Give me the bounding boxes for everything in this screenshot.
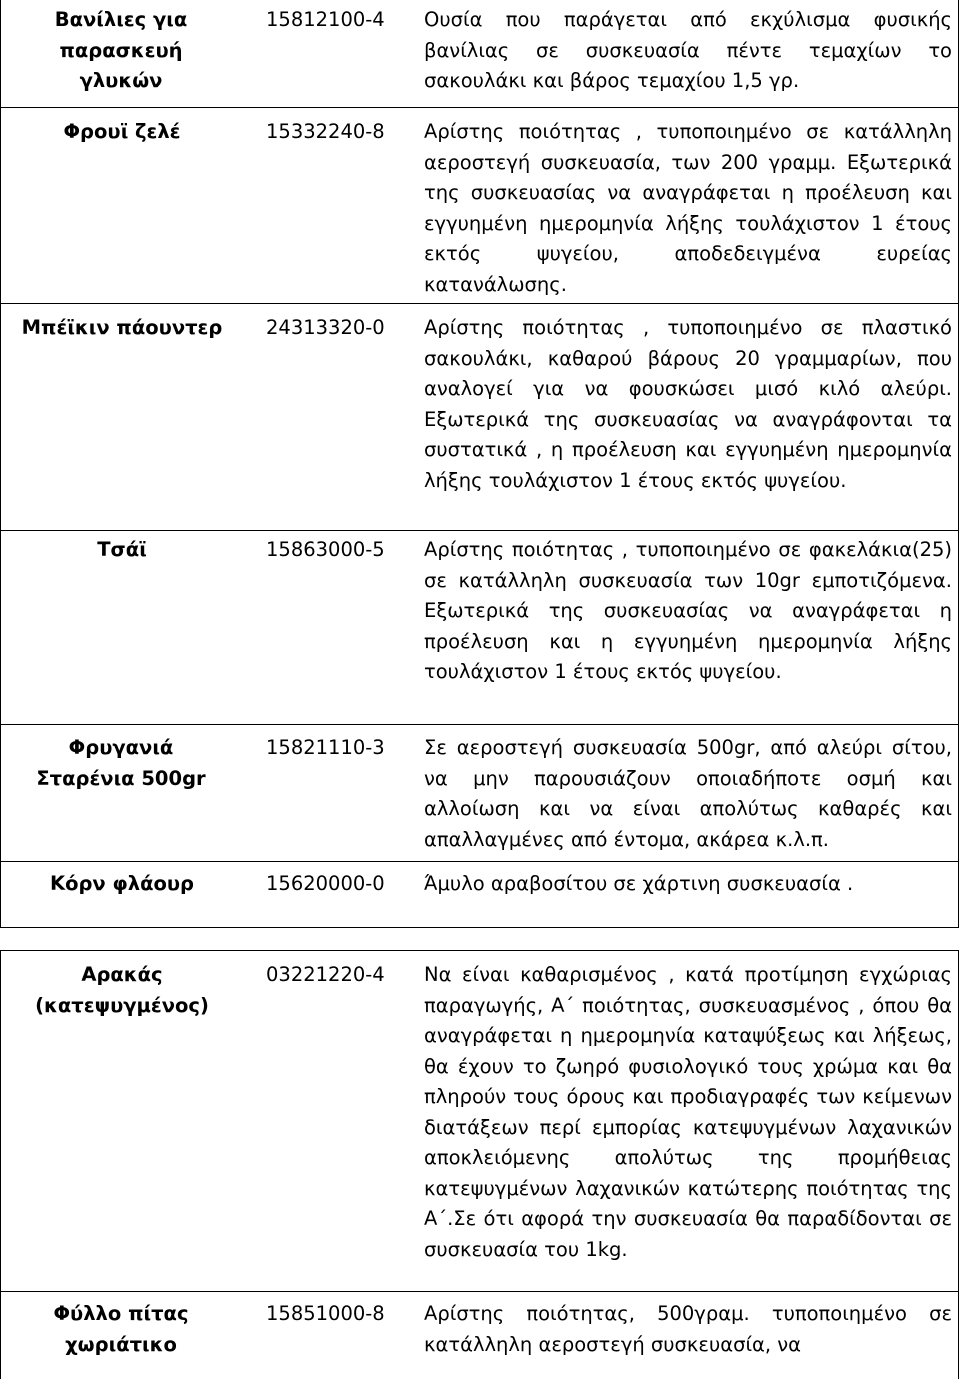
product-description: Ουσία που παράγεται από εκχύλισμα φυσικής βανίλιας σε συσκευασία πέντε τεμαχίων το σακουλάκι και βάρος τεμαχίου 1,5 γρ. [424, 8, 952, 92]
row-divider [0, 303, 959, 304]
row-divider [0, 950, 959, 951]
product-description: Αρίστης ποιότητας , τυποποιημένο σε κατάλληλη αεροστεγή συσκευασία, των 200 γραμμ. Εξωτερικά της συσκευασίας να αναγράφεται η προέλευση και εγγυημένη ημερομηνία λήξης τουλάχιστον 1 έτους εκτός ψυγείου, αποδεδειγμένα ευρείας κατανάλωσης. [424, 120, 952, 296]
row-divider [0, 861, 959, 862]
product-code: 15821110-3 [266, 736, 385, 759]
product-code: 15620000-0 [266, 872, 385, 895]
row-divider [0, 1291, 959, 1292]
table-border-right [958, 950, 959, 1379]
product-code: 03221220-4 [266, 963, 385, 986]
product-code: 15332240-8 [266, 120, 385, 143]
product-name: Φύλλο πίτας χωριάτικο [53, 1302, 189, 1356]
row-divider [0, 927, 959, 928]
row-divider [0, 724, 959, 725]
product-name: Φρουϊ ζελέ [63, 120, 181, 143]
product-name: Τσάϊ [97, 538, 147, 561]
product-code: 24313320-0 [266, 316, 385, 339]
product-description: Σε αεροστεγή συσκευασία 500gr, από αλεύρι σίτου, να μην παρουσιάζουν οποιαδήποτε οσμή και αλλοίωση και να είναι απολύτως καθαρές και απαλλαγμένες από έντομα, ακάρεα κ.λ.π. [424, 736, 952, 851]
product-name: Μπέϊκιν πάουντερ [21, 316, 223, 339]
product-name: Αρακάς (κατεψυγμένος) [35, 963, 209, 1017]
row-divider [0, 107, 959, 108]
product-code: 15812100-4 [266, 8, 385, 31]
product-description: Αρίστης ποιότητας , τυποποιημένο σε φακελάκια(25) σε κατάλληλη συσκευασία των 10gr εμποτιζόμενα. Εξωτερικά της συσκευασίας να αναγράφεται η προέλευση και η εγγυημένη ημερομηνία λήξης τουλάχιστον 1 έτους εκτός ψυγείου. [424, 538, 952, 683]
product-name: Φρυγανιά Σταρένια 500gr [36, 736, 206, 790]
product-name: Βανίλιες για παρασκευή γλυκών [54, 8, 188, 92]
product-name: Κόρν φλάουρ [49, 872, 195, 895]
table-border-left [0, 0, 1, 928]
row-divider [0, 530, 959, 531]
product-description: Αρίστης ποιότητας , τυποποιημένο σε πλαστικό σακουλάκι, καθαρού βάρους 20 γραμμαρίων, που αναλογεί για να φουσκώσει μισό κιλό αλεύρι. Εξωτερικά της συσκευασίας να αναγράφονται τα συστατικά , η προέλευση και εγγυημένη ημερομηνία λήξης τουλάχιστον 1 έτους εκτός ψυγείου. [424, 316, 952, 492]
table-border-left [0, 950, 1, 1379]
product-description: Να είναι καθαρισμένος , κατά προτίμηση εγχώριας παραγωγής, Α΄ ποιότητας, συσκευασμένος , όπου θα αναγράφεται η ημερομηνία καταψύξεως και λήξεως, θα έχουν το ζωηρό φυσιολογικό τους χρώμα και θα πληρούν τους όρους και προδιαγραφές των κείμενων διατάξεων περί εμπορίας κατεψυγμένων λαχανικών αποκλειόμενης απολύτως της προμήθειας κατεψυγμένων λαχανικών κατώτερης ποιότητας της Α΄.Σε ότι αφορά την συσκευασία θα παραδίδονται σε συσκευασία του 1kg. [424, 963, 952, 1261]
product-description: Αρίστης ποιότητας, 500γραμ. τυποποιημένο σε κατάλληλη αεροστεγή συσκευασία, να [424, 1302, 952, 1356]
table-border-right [958, 0, 959, 928]
product-code: 15851000-8 [266, 1302, 385, 1325]
product-code: 15863000-5 [266, 538, 385, 561]
product-description: Άμυλο αραβοσίτου σε χάρτινη συσκευασία . [424, 872, 854, 895]
